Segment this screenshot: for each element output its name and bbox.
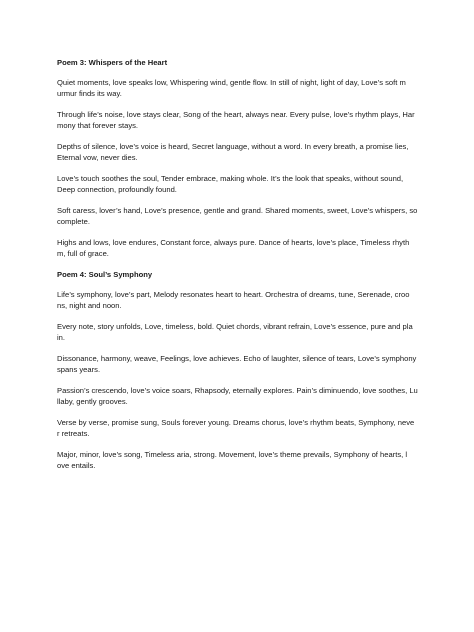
poem-3-title: Poem 3: Whispers of the Heart (57, 58, 168, 67)
stanza-line: complete. (57, 217, 90, 226)
stanza-line: r retreats. (57, 429, 90, 438)
poem-3-stanza-4 (57, 173, 420, 195)
stanza-line: Life’s symphony, love’s part, Melody resonates heart to heart. Orchestra of dreams, tune, Serenade, croo (57, 290, 410, 299)
poem-3-stanza-2 (57, 109, 420, 131)
stanza-line: llaby, gently grooves. (57, 397, 128, 406)
stanza-line: ove entails. (57, 461, 96, 470)
stanza-line: Eternal vow, never dies. (57, 153, 138, 162)
poem-4-stanza-1 (57, 289, 420, 311)
stanza-line: Soft caress, lover’s hand, Love’s presence, gentle and grand. Shared moments, sweet, Love’s whispers, so (57, 206, 418, 215)
poem-3-stanza-3 (57, 141, 420, 163)
poem-4-stanza-3 (57, 353, 420, 375)
poem-4-stanza-6 (57, 449, 420, 471)
stanza-line: Depths of silence, love’s voice is heard, Secret language, without a word. In every breath, a promise lies, (57, 142, 409, 151)
stanza-line: Dissonance, harmony, weave, Feelings, love achieves. Echo of laughter, silence of tears, Love’s symphony (57, 354, 417, 363)
stanza-line: in. (57, 333, 66, 342)
poem-3-stanza-1 (57, 77, 420, 99)
poem-4-stanza-4 (57, 385, 420, 407)
stanza-line: spans years. (57, 365, 101, 374)
stanza-line: Every note, story unfolds, Love, timeless, bold. Quiet chords, vibrant refrain, Love’s essence, pure and pla (57, 322, 413, 331)
stanza-line: mony that forever stays. (57, 121, 139, 130)
stanza-line: Through life’s noise, love stays clear, Song of the heart, always near. Every pulse, love’s rhythm plays, Har (57, 110, 415, 119)
poem-4-title: Poem 4: Soul’s Symphony (57, 270, 153, 279)
poem-3-stanza-5 (57, 205, 420, 227)
stanza-line: Passion’s crescendo, love’s voice soars, Rhapsody, eternally explores. Pain’s diminuendo, love soothes, Lu (57, 386, 418, 395)
stanza-line: Deep connection, profoundly found. (57, 185, 177, 194)
stanza-line: Quiet moments, love speaks low, Whispering wind, gentle flow. In still of night, light of day, Love’s soft m (57, 78, 406, 87)
poem-4-stanza-2 (57, 321, 420, 343)
stanza-line: Verse by verse, promise sung, Souls forever young. Dreams chorus, love’s rhythm beats, Symphony, neve (57, 418, 415, 427)
stanza-line: Love’s touch soothes the soul, Tender embrace, making whole. It’s the look that speaks, without sound, (57, 174, 404, 183)
stanza-line: urmur finds its way. (57, 89, 122, 98)
stanza-line: m, full of grace. (57, 249, 109, 258)
stanza-line: ns, night and noon. (57, 301, 122, 310)
stanza-line: Major, minor, love’s song, Timeless aria, strong. Movement, love’s theme prevails, Symphony of hearts, l (57, 450, 408, 459)
poem-3-stanza-6 (57, 237, 420, 259)
stanza-line: Highs and lows, love endures, Constant force, always pure. Dance of hearts, love’s place, Timeless rhyth (57, 238, 410, 247)
poem-4-stanza-5 (57, 417, 420, 439)
